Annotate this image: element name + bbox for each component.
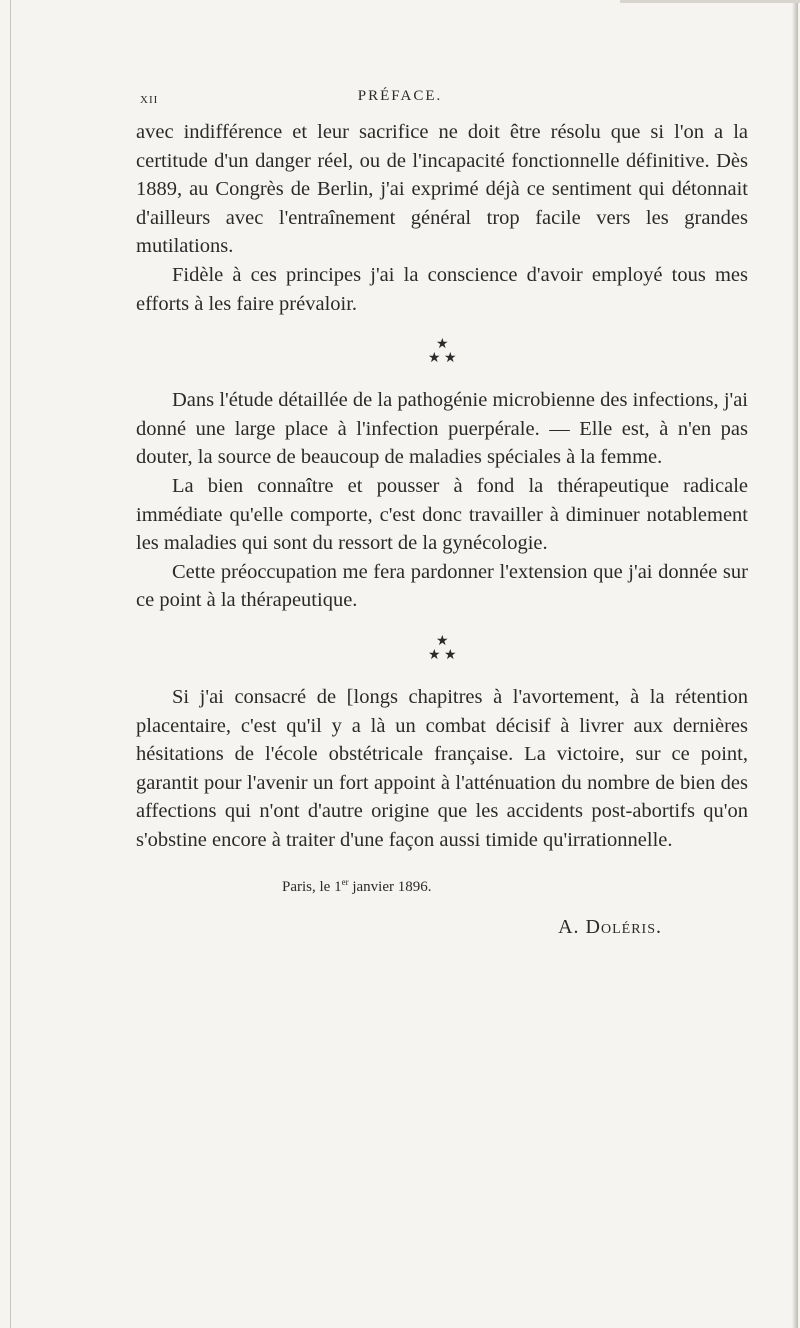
scan-edge-top (620, 0, 800, 3)
paragraph-2: Fidèle à ces principes j'ai la conscience d'avoir employé tous mes efforts à les faire prévaloir. (136, 263, 748, 315)
asterism-2 (136, 621, 748, 675)
paragraph-4: La bien connaître et pousser à fond la thérapeutique radicale immédiate qu'elle comporte, c'est donc travailler à diminuer notablement les maladies qui sont du ressort de la gynécologie. (136, 474, 748, 555)
paragraph-6: Si j'ai consacré de [longs chapitres à l'avortement, à la rétention placentaire, c'est qu'il y a là un combat décisif à livrer aux dernières hésitations de l'école obstétricale française. La victoire, sur ce point, garantit pour l'avenir un fort appoint à l'atténuation du nombre de bien des affections qui n'ont d'autre origine que les accidents post-abortifs qu'on s'obstine encore à traiter d'une façon aussi timide qu'irrationnelle. (136, 685, 748, 851)
signature-name: Doléris. (585, 916, 662, 939)
dateline (136, 872, 748, 897)
running-head: PRÉFACE. (357, 88, 443, 104)
star-icon: ★ (436, 337, 449, 353)
page-body (136, 118, 748, 942)
star-icon: ★ (444, 351, 457, 367)
star-icon: ★ (428, 647, 441, 663)
star-icon: ★ (436, 633, 449, 649)
signature (136, 913, 748, 942)
page-header (0, 88, 800, 112)
page-number: XII (140, 94, 159, 106)
scan-edge-right (792, 0, 798, 1328)
signature-initial: A. (558, 916, 586, 939)
dateline-superscript: er (341, 877, 349, 888)
dateline-suffix: janvier 1896. (348, 879, 432, 896)
star-icon: ★ (444, 647, 457, 663)
paragraph-1: avec indifférence et leur sacrifice ne doit être résolu que si l'on a la certitude d'un danger réel, ou de l'incapacité fonctionnelle définitive. Dès 1889, au Congrès de Berlin, j'ai exprimé déjà ce sentiment qui détonnait d'ailleurs avec l'entraînement général trop facile vers les grandes mutilations. (136, 121, 748, 258)
paragraph-3: Dans l'étude détaillée de la pathogénie microbienne des infections, j'ai donné une large place à l'infection puerpérale. — Elle est, à n'en pas douter, la source de beaucoup de maladies spéciales à la femme. (136, 389, 748, 469)
paragraph-5: Cette préoccupation me fera pardonner l'extension que j'ai donnée sur ce point à la thérapeutique. (136, 560, 748, 612)
scan-edge-left (10, 0, 11, 1328)
star-icon: ★ (428, 351, 441, 367)
dateline-prefix: Paris, le 1 (282, 879, 342, 896)
asterism-1 (136, 324, 748, 378)
